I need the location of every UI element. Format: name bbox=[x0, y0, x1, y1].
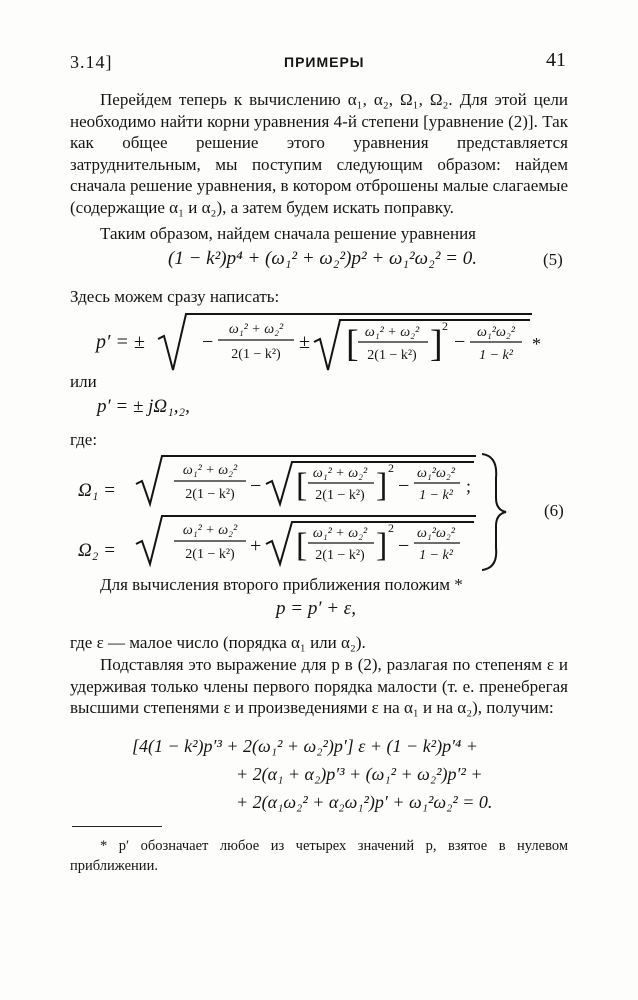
word-where: где: bbox=[70, 430, 98, 449]
omega2-inner-num: ω₁² + ω₂² bbox=[312, 526, 368, 541]
svg-text:−: − bbox=[454, 331, 466, 353]
section-number: 3.14] bbox=[70, 52, 113, 72]
svg-text:2: 2 bbox=[388, 461, 394, 475]
omega1-num: ω₁² + ω₂² bbox=[182, 463, 238, 478]
equation-p-prime-omega: p′ = ± jΩ₁,₂, bbox=[97, 396, 190, 417]
inner-frac-denominator: 2(1 − k²) bbox=[367, 348, 417, 363]
paragraph-intro: Перейдем теперь к вычислению α₁, α₂, Ω₁, Ω₂. Для этой цели необходимо найти корни уравнения 4-й степени [уравнение (2)]. Так как общее решение этого уравнения представляется затруднительным, мы поступим следующим образом: найдем сначала решение уравнения, в котором отброшены малые слагаемые (содержащие α₁ и α₂), а затем будем искать поправку. bbox=[70, 90, 568, 217]
equation-final-line1: [4(1 − k²)p′³ + 2(ω₁² + ω₂²)p′] ε + (1 − k²)p′⁴ + bbox=[132, 736, 478, 756]
svg-text:]: ] bbox=[376, 467, 388, 504]
svg-text:]: ] bbox=[376, 527, 388, 564]
equation-number-6: (6) bbox=[544, 501, 564, 520]
frac2-denominator: 1 − k² bbox=[479, 348, 513, 363]
svg-text:2: 2 bbox=[442, 319, 448, 333]
footnote: * p′ обозначает любое из четырех значений p, взятое в нулевом приближении. bbox=[70, 838, 568, 874]
equation-p-epsilon: p = p′ + ε, bbox=[276, 598, 357, 619]
omega2-lhs: Ω₂ = bbox=[78, 540, 116, 561]
omega1-den: 2(1 − k²) bbox=[185, 487, 235, 502]
svg-text:±: ± bbox=[299, 331, 310, 353]
omega2-frac2-num: ω₁²ω₂² bbox=[417, 526, 455, 541]
omega1-inner-den: 2(1 − k²) bbox=[315, 488, 365, 503]
p-prime-lhs: p′ = ± bbox=[96, 331, 145, 353]
svg-text:−: − bbox=[398, 535, 410, 557]
paragraph-second-approx: Для вычисления второго приближения положим * bbox=[100, 575, 463, 594]
svg-text:2: 2 bbox=[388, 521, 394, 535]
word-or: или bbox=[70, 372, 97, 391]
formula-p-prime bbox=[70, 306, 568, 376]
omega1-frac2-num: ω₁²ω₂² bbox=[417, 466, 455, 481]
paragraph-substitute: Подставляя это выражение для p в (2), разлагая по степеням ε и удерживая только члены первого порядка малости (т. е. пренебрегая высшими степенями ε и произведениями ε на α₁ и на α₂), получим: bbox=[70, 655, 568, 717]
footnote-marker: * bbox=[532, 334, 541, 354]
frac1-numerator: ω₁² + ω₂² bbox=[228, 322, 284, 337]
omega1-inner-num: ω₁² + ω₂² bbox=[312, 466, 368, 481]
equation-number-5: (5) bbox=[543, 250, 563, 269]
paragraph-solve: Таким образом, найдем сначала решение уравнения bbox=[100, 224, 476, 243]
omega1-lhs: Ω₁ = bbox=[78, 480, 116, 501]
frac1-denominator: 2(1 − k²) bbox=[231, 347, 281, 362]
omega1-frac2-den: 1 − k² bbox=[419, 488, 453, 503]
omega2-frac2-den: 1 − k² bbox=[419, 548, 453, 563]
svg-text:+: + bbox=[250, 535, 262, 557]
equation-5: (1 − k²)p⁴ + (ω₁² + ω₂²)p² + ω₁²ω₂² = 0. bbox=[168, 248, 477, 269]
svg-text:]: ] bbox=[430, 323, 443, 365]
equation-final-line3: + 2(α₁ω₂² + α₂ω₁²)p′ + ω₁²ω₂² = 0. bbox=[236, 792, 493, 812]
right-brace bbox=[482, 454, 506, 570]
running-head: ПРИМЕРЫ bbox=[284, 54, 365, 70]
svg-text:−: − bbox=[250, 475, 262, 497]
formula-omega-system bbox=[70, 448, 568, 573]
footnote-rule bbox=[72, 826, 162, 827]
svg-text:[: [ bbox=[346, 323, 359, 365]
equation-final-line2: + 2(α₁ + α₂)p′³ + (ω₁² + ω₂²)p′² + bbox=[236, 764, 483, 784]
svg-text:−: − bbox=[202, 331, 214, 353]
paragraph-write: Здесь можем сразу написать: bbox=[70, 287, 280, 306]
omega2-den: 2(1 − k²) bbox=[185, 547, 235, 562]
svg-text:−: − bbox=[398, 475, 410, 497]
frac2-numerator: ω₁²ω₂² bbox=[477, 325, 515, 340]
svg-text:;: ; bbox=[466, 476, 472, 496]
inner-frac-numerator: ω₁² + ω₂² bbox=[364, 325, 420, 340]
paragraph-epsilon: где ε — малое число (порядка α₁ или α₂). bbox=[70, 633, 366, 652]
page-number: 41 bbox=[546, 49, 566, 71]
svg-text:[: [ bbox=[296, 527, 308, 564]
omega2-inner-den: 2(1 − k²) bbox=[315, 548, 365, 563]
omega2-num: ω₁² + ω₂² bbox=[182, 523, 238, 538]
svg-text:[: [ bbox=[296, 467, 308, 504]
